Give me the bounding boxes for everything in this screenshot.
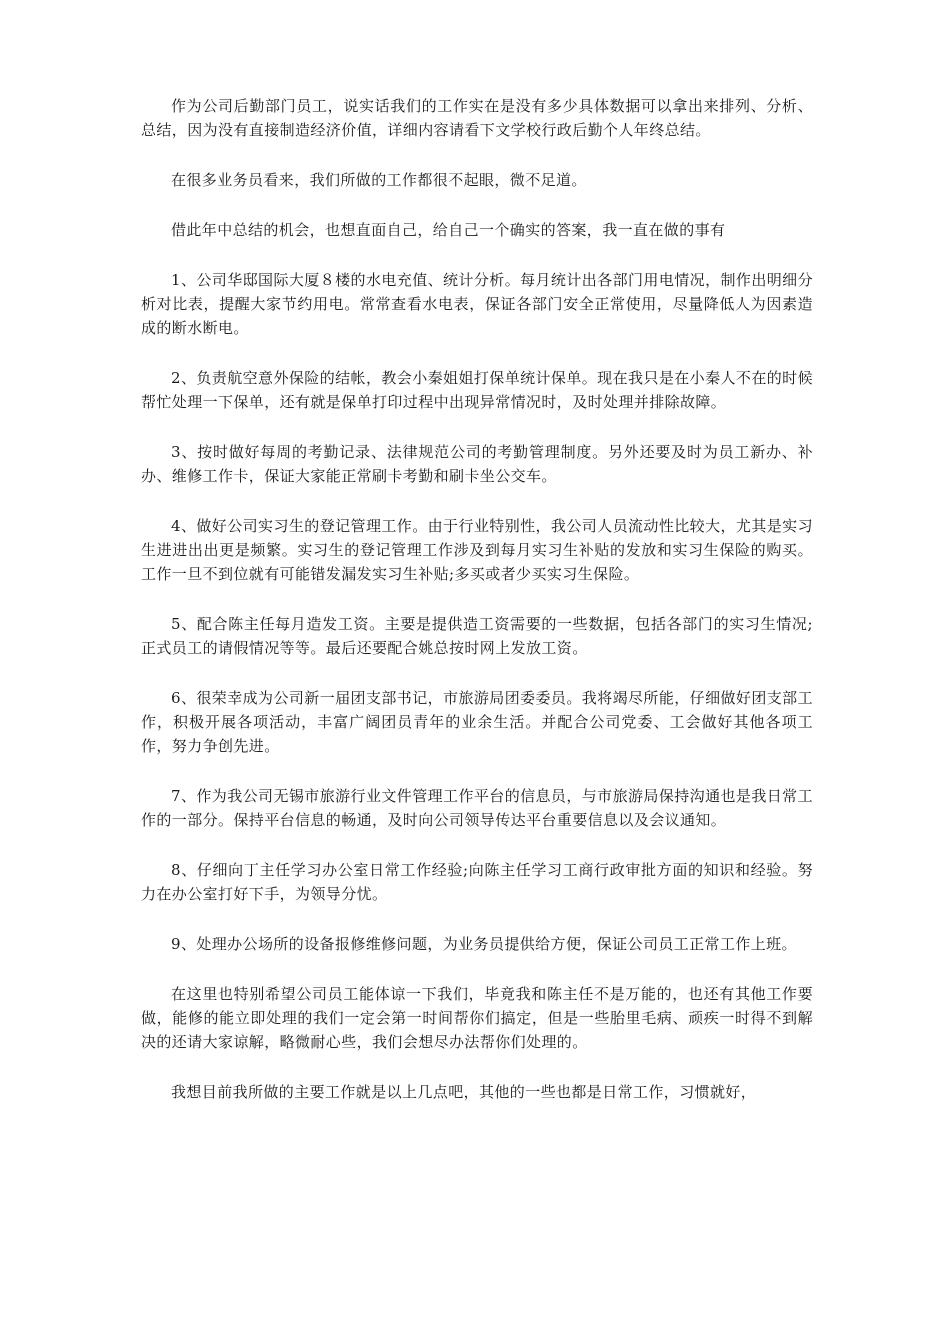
paragraph-perception: 在很多业务员看来，我们所做的工作都很不起眼，微不足道。 (171, 171, 587, 189)
list-item-1: 1、公司华邸国际大厦８楼的水电充值、统计分析。每月统计出各部门用电情况，制作出明细分析对比表，提醒大家节约用电。常常查看水电表，保证各部门安全正常使用，尽量降低人为因素造成的断水断电。 (141, 271, 813, 337)
paragraph-summary-lead: 借此年中总结的机会，也想直面自己，给自己一个确实的答案，我一直在做的事有 (171, 221, 726, 239)
paragraph-request: 在这里也特别希望公司员工能体谅一下我们，毕竟我和陈主任不是万能的，也还有其他工作要做，能修的能立即处理的我们一定会第一时间帮你们搞定，但是一些胎里毛病、顽疾一时得不到解决的还请大家谅解，略微耐心些，我们会想尽办法帮你们处理的。 (141, 985, 813, 1051)
list-item-8: 8、仔细向丁主任学习办公室日常工作经验;向陈主任学习工商行政审批方面的知识和经验。努力在办公室打好下手，为领导分忧。 (141, 861, 813, 903)
list-item-2: 2、负责航空意外保险的结帐，教会小秦姐姐打保单统计保单。现在我只是在小秦人不在的时候帮忙处理一下保单，还有就是保单打印过程中出现异常情况时，及时处理并排除故障。 (141, 369, 813, 411)
paragraph-closing: 我想目前我所做的主要工作就是以上几点吧，其他的一些也都是日常工作，习惯就好， (171, 1083, 757, 1101)
document-body (141, 94, 813, 1130)
list-item-5: 5、配合陈主任每月造发工资。主要是提供造工资需要的一些数据，包括各部门的实习生情况;正式员工的请假情况等等。最后还要配合姚总按时网上发放工资。 (141, 615, 813, 657)
paragraph-intro: 作为公司后勤部门员工，说实话我们的工作实在是没有多少具体数据可以拿出来排列、分析、总结，因为没有直接制造经济价值，详细内容请看下文学校行政后勤个人年终总结。 (141, 97, 813, 139)
list-item-7: 7、作为我公司无锡市旅游行业文件管理工作平台的信息员，与市旅游局保持沟通也是我日常工作的一部分。保持平台信息的畅通，及时向公司领导传达平台重要信息以及会议通知。 (141, 787, 813, 829)
list-item-9: 9、处理办公场所的设备报修维修问题，为业务员提供给方便，保证公司员工正常工作上班。 (171, 935, 797, 953)
list-item-4: 4、做好公司实习生的登记管理工作。由于行业特别性，我公司人员流动性比较大，尤其是实习生进进出出更是频繁。实习生的登记管理工作涉及到每月实习生补贴的发放和实习生保险的购买。工作一旦不到位就有可能错发漏发实习生补贴;多买或者少买实习生保险。 (141, 517, 813, 583)
list-item-3: 3、按时做好每周的考勤记录、法律规范公司的考勤管理制度。另外还要及时为员工新办、补办、维修工作卡，保证大家能正常刷卡考勤和刷卡坐公交车。 (141, 443, 813, 485)
list-item-6: 6、很荣幸成为公司新一届团支部书记，市旅游局团委委员。我将竭尽所能，仔细做好团支部工作，积极开展各项活动，丰富广阔团员青年的业余生活。并配合公司党委、工会做好其他各项工作，努力争创先进。 (141, 689, 813, 755)
